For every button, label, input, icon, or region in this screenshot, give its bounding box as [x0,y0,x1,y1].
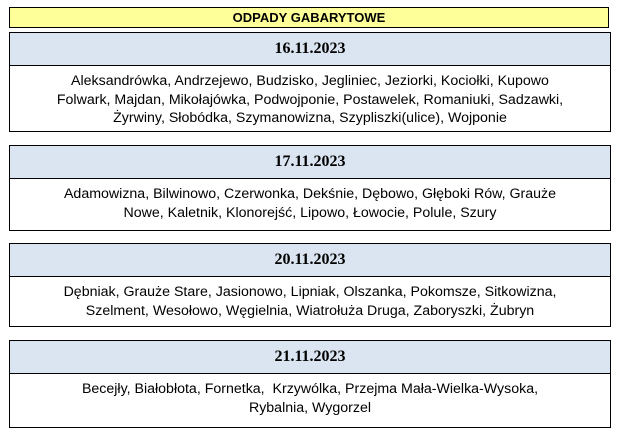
places-line: Żyrwiny, Słobódka, Szymanowizna, Szypliszki(ulice), Wojponie [113,110,507,126]
places-list [10,374,610,417]
page-title: ODPADY GABARYTOWE [9,7,609,28]
places-line: Szelment, Wesołowo, Węgielnia, Wiatrołuża Druga, Zaboryszki, Żubryn [85,302,535,319]
places-list [10,179,610,222]
date-header: 20.11.2023 [10,244,610,277]
places-line: Becejły, Białobłota, Fornetka, Krzywólka, Przejma Mała-Wielka-Wysoka, [81,381,539,397]
places-line: Adamowizna, Bilwinowo, Czerwonka, Dekśnie, Dębowo, Głęboki Rów, Grauże [63,186,557,202]
places-line: Aleksandrówka, Andrzejewo, Budzisko, Jegliniec, Jeziorki, Kociołki, Kupowo [71,73,549,89]
places-line: Nowe, Kaletnik, Klonorejść, Lipowo, Łowocie, Polule, Szury [123,204,497,221]
date-header: 17.11.2023 [10,146,610,179]
places-list [10,277,610,320]
schedule-block-1 [9,32,611,132]
places-list [10,66,610,128]
date-header: 21.11.2023 [10,341,610,374]
schedule-block-3 [9,243,611,327]
places-line: Dębniak, Grauże Stare, Jasionowo, Lipniak, Olszanka, Pokomsze, Sitkowizna, [63,284,557,300]
schedule-block-4 [9,340,611,428]
places-line: Rybalnia, Wygorzel [248,399,372,416]
places-line: Folwark, Majdan, Mikołajówka, Podwojponie, Postawelek, Romaniuki, Sadzawki, [56,91,564,108]
date-header: 16.11.2023 [10,33,610,66]
schedule-block-2 [9,145,611,231]
